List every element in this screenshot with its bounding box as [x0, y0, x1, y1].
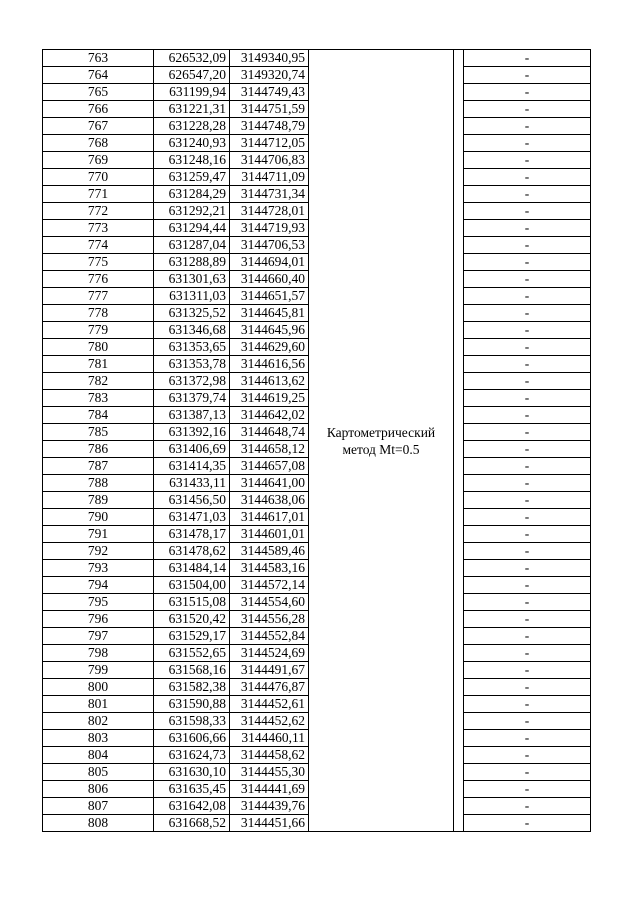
point-number-cell: 766: [43, 101, 154, 118]
y-coordinate-cell: 3144712,05: [230, 135, 309, 152]
note-cell: -: [464, 322, 591, 339]
note-cell: -: [464, 747, 591, 764]
note-cell: -: [464, 713, 591, 730]
y-coordinate-cell: 3144552,84: [230, 628, 309, 645]
point-number-cell: 779: [43, 322, 154, 339]
note-cell: -: [464, 594, 591, 611]
x-coordinate-cell: 631288,89: [154, 254, 230, 271]
x-coordinate-cell: 631642,08: [154, 798, 230, 815]
point-number-cell: 806: [43, 781, 154, 798]
point-number-cell: 772: [43, 203, 154, 220]
x-coordinate-cell: 631606,66: [154, 730, 230, 747]
y-coordinate-cell: 3144706,53: [230, 237, 309, 254]
y-coordinate-cell: 3149340,95: [230, 50, 309, 67]
empty-column-cell: [454, 50, 464, 832]
x-coordinate-cell: 631228,28: [154, 118, 230, 135]
point-number-cell: 803: [43, 730, 154, 747]
x-coordinate-cell: 626532,09: [154, 50, 230, 67]
point-number-cell: 804: [43, 747, 154, 764]
x-coordinate-cell: 631387,13: [154, 407, 230, 424]
note-cell: -: [464, 662, 591, 679]
point-number-cell: 769: [43, 152, 154, 169]
y-coordinate-cell: 3144451,66: [230, 815, 309, 832]
note-cell: -: [464, 560, 591, 577]
method-cell: [309, 50, 454, 832]
y-coordinate-cell: 3144645,96: [230, 322, 309, 339]
point-number-cell: 771: [43, 186, 154, 203]
point-number-cell: 805: [43, 764, 154, 781]
note-cell: -: [464, 645, 591, 662]
y-coordinate-cell: 3144657,08: [230, 458, 309, 475]
x-coordinate-cell: 631552,65: [154, 645, 230, 662]
x-coordinate-cell: 631456,50: [154, 492, 230, 509]
x-coordinate-cell: 631515,08: [154, 594, 230, 611]
note-cell: -: [464, 135, 591, 152]
x-coordinate-cell: 631529,17: [154, 628, 230, 645]
x-coordinate-cell: 631484,14: [154, 560, 230, 577]
note-cell: -: [464, 577, 591, 594]
x-coordinate-cell: 626547,20: [154, 67, 230, 84]
note-cell: -: [464, 220, 591, 237]
x-coordinate-cell: 631598,33: [154, 713, 230, 730]
x-coordinate-cell: 631668,52: [154, 815, 230, 832]
y-coordinate-cell: 3144642,02: [230, 407, 309, 424]
x-coordinate-cell: 631292,21: [154, 203, 230, 220]
point-number-cell: 764: [43, 67, 154, 84]
y-coordinate-cell: 3144441,69: [230, 781, 309, 798]
y-coordinate-cell: 3144711,09: [230, 169, 309, 186]
point-number-cell: 777: [43, 288, 154, 305]
point-number-cell: 807: [43, 798, 154, 815]
point-number-cell: 800: [43, 679, 154, 696]
x-coordinate-cell: 631248,16: [154, 152, 230, 169]
point-number-cell: 768: [43, 135, 154, 152]
y-coordinate-cell: 3144648,74: [230, 424, 309, 441]
point-number-cell: 786: [43, 441, 154, 458]
note-cell: -: [464, 390, 591, 407]
point-number-cell: 785: [43, 424, 154, 441]
y-coordinate-cell: 3144619,25: [230, 390, 309, 407]
y-coordinate-cell: 3149320,74: [230, 67, 309, 84]
y-coordinate-cell: 3144556,28: [230, 611, 309, 628]
x-coordinate-cell: 631353,78: [154, 356, 230, 373]
point-number-cell: 763: [43, 50, 154, 67]
y-coordinate-cell: 3144651,57: [230, 288, 309, 305]
y-coordinate-cell: 3144613,62: [230, 373, 309, 390]
point-number-cell: 796: [43, 611, 154, 628]
x-coordinate-cell: 631392,16: [154, 424, 230, 441]
note-cell: -: [464, 373, 591, 390]
x-coordinate-cell: 631287,04: [154, 237, 230, 254]
method-text-line-2: метод Mt=0.5: [342, 441, 420, 457]
x-coordinate-cell: 631311,03: [154, 288, 230, 305]
x-coordinate-cell: 631294,44: [154, 220, 230, 237]
note-cell: -: [464, 186, 591, 203]
y-coordinate-cell: 3144617,01: [230, 509, 309, 526]
x-coordinate-cell: 631568,16: [154, 662, 230, 679]
point-number-cell: 801: [43, 696, 154, 713]
y-coordinate-cell: 3144452,61: [230, 696, 309, 713]
note-cell: -: [464, 611, 591, 628]
method-text-line-1: Картометрический: [326, 424, 436, 440]
x-coordinate-cell: 631478,17: [154, 526, 230, 543]
x-coordinate-cell: 631346,68: [154, 322, 230, 339]
note-cell: -: [464, 441, 591, 458]
x-coordinate-cell: 631379,74: [154, 390, 230, 407]
note-cell: -: [464, 509, 591, 526]
x-coordinate-cell: 631478,62: [154, 543, 230, 560]
point-number-cell: 773: [43, 220, 154, 237]
x-coordinate-cell: 631284,29: [154, 186, 230, 203]
note-cell: -: [464, 424, 591, 441]
y-coordinate-cell: 3144751,59: [230, 101, 309, 118]
point-number-cell: 808: [43, 815, 154, 832]
note-cell: -: [464, 475, 591, 492]
note-cell: -: [464, 84, 591, 101]
x-coordinate-cell: 631433,11: [154, 475, 230, 492]
y-coordinate-cell: 3144645,81: [230, 305, 309, 322]
x-coordinate-cell: 631353,65: [154, 339, 230, 356]
y-coordinate-cell: 3144452,62: [230, 713, 309, 730]
point-number-cell: 776: [43, 271, 154, 288]
point-number-cell: 775: [43, 254, 154, 271]
note-cell: -: [464, 203, 591, 220]
coordinates-table: [42, 49, 591, 832]
point-number-cell: 797: [43, 628, 154, 645]
point-number-cell: 792: [43, 543, 154, 560]
point-number-cell: 770: [43, 169, 154, 186]
point-number-cell: 784: [43, 407, 154, 424]
y-coordinate-cell: 3144491,67: [230, 662, 309, 679]
note-cell: -: [464, 237, 591, 254]
note-cell: -: [464, 696, 591, 713]
y-coordinate-cell: 3144641,00: [230, 475, 309, 492]
x-coordinate-cell: 631582,38: [154, 679, 230, 696]
note-cell: -: [464, 356, 591, 373]
y-coordinate-cell: 3144601,01: [230, 526, 309, 543]
point-number-cell: 788: [43, 475, 154, 492]
point-number-cell: 802: [43, 713, 154, 730]
x-coordinate-cell: 631372,98: [154, 373, 230, 390]
note-cell: -: [464, 764, 591, 781]
y-coordinate-cell: 3144629,60: [230, 339, 309, 356]
note-cell: -: [464, 50, 591, 67]
note-cell: -: [464, 458, 591, 475]
point-number-cell: 783: [43, 390, 154, 407]
x-coordinate-cell: 631199,94: [154, 84, 230, 101]
note-cell: -: [464, 169, 591, 186]
point-number-cell: 787: [43, 458, 154, 475]
y-coordinate-cell: 3144660,40: [230, 271, 309, 288]
x-coordinate-cell: 631635,45: [154, 781, 230, 798]
point-number-cell: 767: [43, 118, 154, 135]
y-coordinate-cell: 3144476,87: [230, 679, 309, 696]
y-coordinate-cell: 3144616,56: [230, 356, 309, 373]
note-cell: -: [464, 339, 591, 356]
note-cell: -: [464, 305, 591, 322]
note-cell: -: [464, 526, 591, 543]
x-coordinate-cell: 631301,63: [154, 271, 230, 288]
x-coordinate-cell: 631520,42: [154, 611, 230, 628]
y-coordinate-cell: 3144694,01: [230, 254, 309, 271]
y-coordinate-cell: 3144460,11: [230, 730, 309, 747]
note-cell: -: [464, 152, 591, 169]
note-cell: -: [464, 815, 591, 832]
point-number-cell: 781: [43, 356, 154, 373]
table-row: [43, 50, 591, 67]
note-cell: -: [464, 679, 591, 696]
point-number-cell: 780: [43, 339, 154, 356]
y-coordinate-cell: 3144583,16: [230, 560, 309, 577]
y-coordinate-cell: 3144749,43: [230, 84, 309, 101]
y-coordinate-cell: 3144589,46: [230, 543, 309, 560]
y-coordinate-cell: 3144731,34: [230, 186, 309, 203]
point-number-cell: 774: [43, 237, 154, 254]
point-number-cell: 789: [43, 492, 154, 509]
note-cell: -: [464, 628, 591, 645]
point-number-cell: 798: [43, 645, 154, 662]
x-coordinate-cell: 631471,03: [154, 509, 230, 526]
x-coordinate-cell: 631590,88: [154, 696, 230, 713]
note-cell: -: [464, 271, 591, 288]
note-cell: -: [464, 730, 591, 747]
x-coordinate-cell: 631325,52: [154, 305, 230, 322]
point-number-cell: 778: [43, 305, 154, 322]
x-coordinate-cell: 631221,31: [154, 101, 230, 118]
x-coordinate-cell: 631406,69: [154, 441, 230, 458]
note-cell: -: [464, 407, 591, 424]
point-number-cell: 794: [43, 577, 154, 594]
note-cell: -: [464, 288, 591, 305]
x-coordinate-cell: 631504,00: [154, 577, 230, 594]
x-coordinate-cell: 631624,73: [154, 747, 230, 764]
y-coordinate-cell: 3144728,01: [230, 203, 309, 220]
y-coordinate-cell: 3144719,93: [230, 220, 309, 237]
point-number-cell: 799: [43, 662, 154, 679]
y-coordinate-cell: 3144706,83: [230, 152, 309, 169]
y-coordinate-cell: 3144638,06: [230, 492, 309, 509]
note-cell: -: [464, 118, 591, 135]
y-coordinate-cell: 3144748,79: [230, 118, 309, 135]
note-cell: -: [464, 543, 591, 560]
note-cell: -: [464, 492, 591, 509]
y-coordinate-cell: 3144554,60: [230, 594, 309, 611]
x-coordinate-cell: 631630,10: [154, 764, 230, 781]
point-number-cell: 765: [43, 84, 154, 101]
note-cell: -: [464, 67, 591, 84]
y-coordinate-cell: 3144524,69: [230, 645, 309, 662]
note-cell: -: [464, 254, 591, 271]
point-number-cell: 793: [43, 560, 154, 577]
y-coordinate-cell: 3144439,76: [230, 798, 309, 815]
note-cell: -: [464, 101, 591, 118]
y-coordinate-cell: 3144658,12: [230, 441, 309, 458]
point-number-cell: 790: [43, 509, 154, 526]
x-coordinate-cell: 631259,47: [154, 169, 230, 186]
coordinates-table-body: [43, 50, 591, 832]
x-coordinate-cell: 631414,35: [154, 458, 230, 475]
point-number-cell: 795: [43, 594, 154, 611]
y-coordinate-cell: 3144572,14: [230, 577, 309, 594]
point-number-cell: 782: [43, 373, 154, 390]
note-cell: -: [464, 781, 591, 798]
point-number-cell: 791: [43, 526, 154, 543]
y-coordinate-cell: 3144458,62: [230, 747, 309, 764]
x-coordinate-cell: 631240,93: [154, 135, 230, 152]
note-cell: -: [464, 798, 591, 815]
y-coordinate-cell: 3144455,30: [230, 764, 309, 781]
